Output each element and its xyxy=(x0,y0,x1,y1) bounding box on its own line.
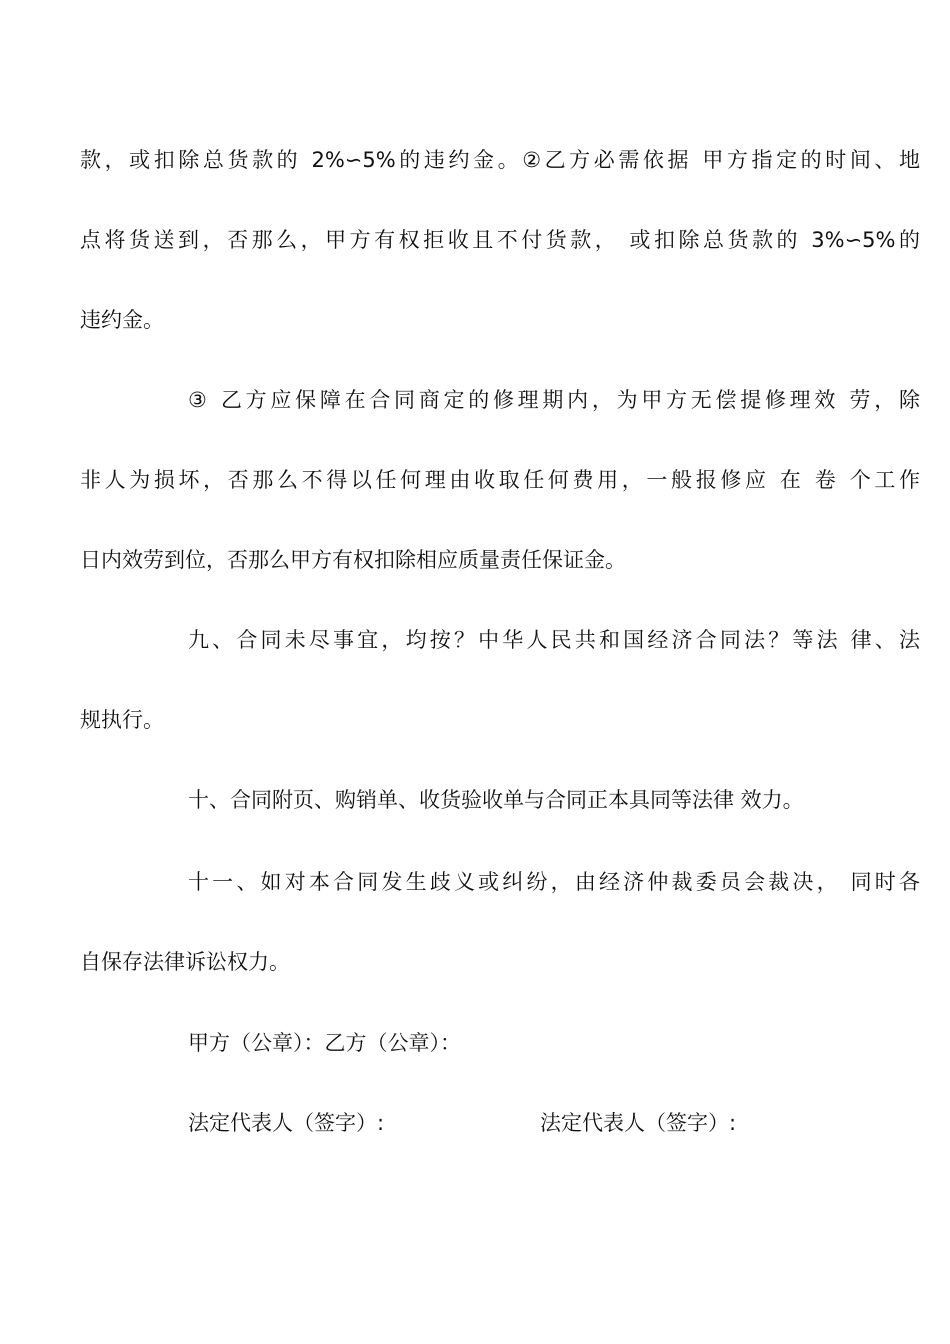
text-line-9: 十、合同附页、购销单、收货验收单与合同正本具同等法律 效力。 xyxy=(188,788,804,812)
text-line-4: ③ 乙方应保障在合同商定的修理期内，为甲方无偿提修理效 劳，除 xyxy=(188,388,920,412)
text-line-8: 规执行。 xyxy=(80,708,164,732)
text-line-11: 自保存法律诉讼权力。 xyxy=(80,950,290,974)
text-line-1: 款，或扣除总货款的 2%∽5%的违约金。②乙方必需依据 甲方指定的时间、地 xyxy=(80,148,920,172)
text-line-3: 违约金。 xyxy=(80,308,164,332)
text-line-2: 点将货送到，否那么，甲方有权拒收且不付货款， 或扣除总货款的 3%∽5%的 xyxy=(80,228,920,252)
text-line-10: 十一、如对本合同发生歧义或纠纷，由经济仲裁委员会裁决， 同时各 xyxy=(188,870,920,894)
text-line-7: 九、合同未尽事宜，均按？中华人民共和国经济合同法？等法 律、法 xyxy=(188,628,920,652)
text-line-5: 非人为损坏，否那么不得以任何理由收取任何费用，一般报修应 在 卷 个工作 xyxy=(80,468,920,492)
signature-rep-b: 法定代表人（签字）: xyxy=(540,1111,737,1135)
signature-rep-a: 法定代表人（签字）: xyxy=(188,1111,385,1135)
signature-parties: 甲方（公章）：乙方（公章）： xyxy=(188,1031,461,1055)
text-line-6: 日内效劳到位，否那么甲方有权扣除相应质量责任保证金。 xyxy=(80,548,626,572)
